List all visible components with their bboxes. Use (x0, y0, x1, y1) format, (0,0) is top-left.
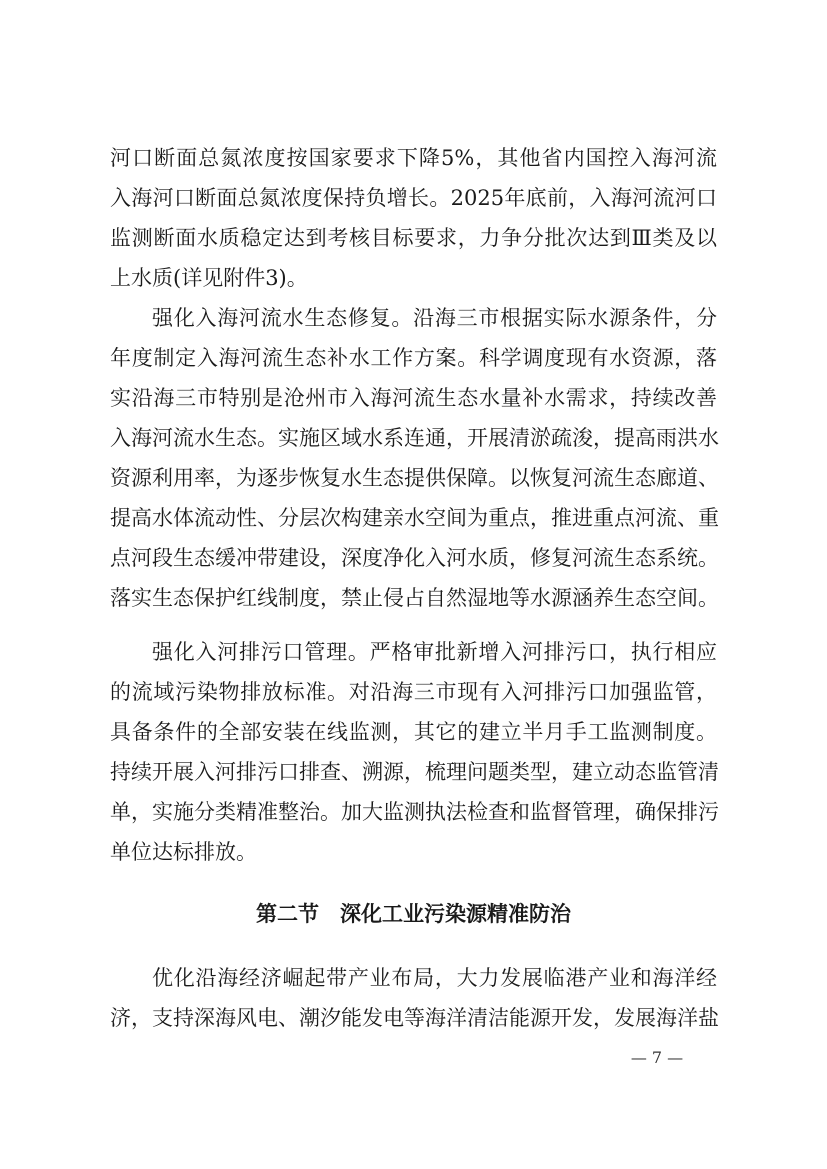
text-line: 监测断面水质稳定达到考核目标要求，力争分批次达到Ⅲ类及以 (110, 226, 717, 250)
text-line: 河口断面总氮浓度按国家要求下降5%，其他省内国控入海河流 (110, 146, 717, 170)
text-line: 上水质(详见附件3)。 (110, 266, 308, 290)
text-line: 落实生态保护红线制度，禁止侵占自然湿地等水源涵养生态空间。 (110, 586, 719, 610)
text-line: 入海河流水生态。实施区域水系连通，开展清淤疏浚，提高雨洪水 (110, 426, 719, 450)
text-line: 提高水体流动性、分层次构建亲水空间为重点，推进重点河流、重 (110, 506, 719, 530)
text-line: 优化沿海经济崛起带产业布局，大力发展临港产业和海洋经 (152, 966, 717, 990)
text-line: 点河段生态缓冲带建设，深度净化入河水质，修复河流生态系统。 (110, 546, 719, 570)
text-line: 年度制定入海河流生态补水工作方案。科学调度现有水资源，落 (110, 346, 717, 370)
text-line: 实沿海三市特别是沧州市入海河流生态水量补水需求，持续改善 (110, 386, 717, 410)
text-line: 资源利用率，为逐步恢复水生态提供保障。以恢复河流生态廊道、 (110, 466, 719, 490)
page-number: — 7 — (630, 1048, 684, 1067)
text-line: 单位达标排放。 (110, 840, 257, 864)
text-line: 济，支持深海风电、潮汐能发电等海洋清洁能源开发，发展海洋盐 (110, 1006, 719, 1030)
text-line: 的流域污染物排放标准。对沿海三市现有入河排污口加强监管， (110, 680, 717, 704)
text-line: 强化入河排污口管理。严格审批新增入河排污口，执行相应 (152, 640, 717, 664)
text-line: 具备条件的全部安装在线监测，其它的建立半月手工监测制度。 (110, 720, 717, 744)
text-line: 单，实施分类精准整治。加大监测执法检查和监督管理，确保排污 (110, 800, 719, 824)
text-line: 入海河口断面总氮浓度保持负增长。2025年底前，入海河流河口 (110, 186, 717, 210)
text-line: 强化入海河流水生态修复。沿海三市根据实际水源条件，分 (152, 306, 717, 330)
text-line: 持续开展入河排污口排查、溯源，梳理问题类型，建立动态监管清 (110, 760, 719, 784)
section-heading: 第二节 深化工业污染源精准防治 (256, 902, 571, 926)
